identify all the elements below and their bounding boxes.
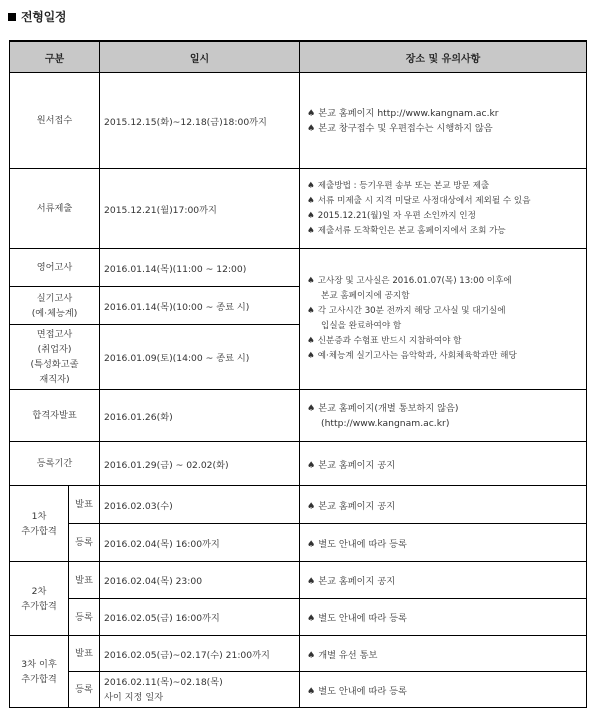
spade-bullet-icon: ♠	[307, 122, 316, 134]
header-datetime: 일시	[100, 41, 300, 73]
header-row	[10, 41, 587, 73]
row-sublabel: 발표	[69, 486, 100, 524]
row-date: 2016.02.04(목) 23:00	[100, 562, 300, 599]
row-label: 2차 추가합격	[10, 562, 69, 636]
row-date: 2016.02.03(수)	[100, 486, 300, 524]
spade-bullet-icon: ♠	[307, 459, 316, 471]
row-sublabel: 발표	[69, 636, 100, 672]
row-notes: ♠ 개별 유선 통보	[300, 636, 587, 672]
spade-bullet-icon: ♠	[307, 276, 315, 286]
table-row	[10, 442, 587, 486]
row-label: 합격자발표	[10, 390, 100, 442]
row-notes: ♠ 별도 안내에 따라 등록	[300, 599, 587, 636]
header-notes: 장소 및 유의사항	[300, 41, 587, 73]
row-date: 2016.02.11(목)~02.18(목) 사이 지정 일자	[100, 672, 300, 708]
header-category: 구분	[10, 41, 100, 73]
row-notes: ♠ 별도 안내에 따라 등록	[300, 524, 587, 562]
row-sublabel: 등록	[69, 599, 100, 636]
table-row	[10, 672, 587, 708]
row-label: 등록기간	[10, 442, 100, 486]
schedule-table	[9, 40, 587, 708]
row-notes: ♠ 본교 홈페이지 공지	[300, 442, 587, 486]
spade-bullet-icon: ♠	[307, 336, 315, 346]
row-notes: ♠ 본교 홈페이지 공지	[300, 562, 587, 599]
row-sublabel: 등록	[69, 672, 100, 708]
spade-bullet-icon: ♠	[307, 576, 316, 587]
spade-bullet-icon: ♠	[307, 402, 316, 414]
row-notes: ♠ 별도 안내에 따라 등록	[300, 672, 587, 708]
table-row	[10, 390, 587, 442]
exam-notes: ♠ 고사장 및 고사실은 2016.01.07(목) 13:00 이후에 본교 홈페이지에 공지함 ♠ 각 고사시간 30분 전까지 해당 고사실 및 대기실에 입실을 완료하여야 함 ♠ 신분증과 수험표 반드시 지참하여야 함 ♠ 예·체능계 실기고사는 음악학과, 사회체육학과만 해당	[300, 249, 587, 390]
row-date: 2015.12.15(화)~12.18(금)18:00까지	[100, 73, 300, 169]
table-row	[10, 636, 587, 672]
row-date: 2016.01.14(목)(11:00 ~ 12:00)	[100, 249, 300, 287]
spade-bullet-icon: ♠	[307, 107, 316, 119]
row-sublabel: 등록	[69, 524, 100, 562]
spade-bullet-icon: ♠	[307, 306, 315, 316]
table-row	[10, 599, 587, 636]
row-date: 2016.01.26(화)	[100, 390, 300, 442]
section-title-text: 전형일정	[21, 10, 67, 24]
row-sublabel: 발표	[69, 562, 100, 599]
spade-bullet-icon: ♠	[307, 649, 316, 661]
spade-bullet-icon: ♠	[307, 225, 315, 236]
spade-bullet-icon: ♠	[307, 210, 315, 221]
row-date: 2016.01.14(목)(10:00 ~ 종료 시)	[100, 287, 300, 325]
spade-bullet-icon: ♠	[307, 538, 316, 550]
row-label: 서류제출	[10, 169, 100, 249]
table-row	[10, 169, 587, 249]
row-notes: ♠ 본교 홈페이지 공지	[300, 486, 587, 524]
row-notes: ♠ 본교 홈페이지 http://www.kangnam.ac.kr ♠ 본교 창구접수 및 우편접수는 시행하지 않음	[300, 73, 587, 169]
row-label: 1차 추가합격	[10, 486, 69, 562]
row-date: 2015.12.21(월)17:00까지	[100, 169, 300, 249]
spade-bullet-icon: ♠	[307, 613, 316, 624]
row-label: 실기고사 (예·체능계)	[10, 287, 100, 325]
section-title	[8, 8, 66, 25]
spade-bullet-icon: ♠	[307, 500, 316, 512]
spade-bullet-icon: ♠	[307, 180, 315, 191]
table-row	[10, 249, 587, 287]
row-label: 영어고사	[10, 249, 100, 287]
row-date: 2016.02.04(목) 16:00까지	[100, 524, 300, 562]
row-label: 원서접수	[10, 73, 100, 169]
table-row	[10, 562, 587, 599]
spade-bullet-icon: ♠	[307, 351, 315, 361]
row-notes: ♠ 본교 홈페이지(개별 통보하지 않음) (http://www.kangnam.ac.kr)	[300, 390, 587, 442]
spade-bullet-icon: ♠	[307, 195, 315, 206]
row-date: 2016.01.29(금) ~ 02.02(화)	[100, 442, 300, 486]
row-date: 2016.02.05(금) 16:00까지	[100, 599, 300, 636]
row-label: 3차 이후 추가합격	[10, 636, 69, 708]
spade-bullet-icon: ♠	[307, 685, 316, 697]
table-row	[10, 524, 587, 562]
table-row	[10, 486, 587, 524]
row-date: 2016.02.05(금)~02.17(수) 21:00까지	[100, 636, 300, 672]
row-date: 2016.01.09(토)(14:00 ~ 종료 시)	[100, 325, 300, 390]
table-row	[10, 73, 587, 169]
row-notes: ♠ 제출방법 : 등기우편 송부 또는 본교 방문 제출 ♠ 서류 미제출 시 지격 미달로 사정대상에서 제외될 수 있음 ♠ 2015.12.21(월)일 자 우편 소인까지 인정 ♠ 제출서류 도착확인은 본교 홈페이지에서 조회 가능	[300, 169, 587, 249]
row-label: 면접고사 (취업자) (특성화고졸 재직자)	[10, 325, 100, 390]
square-bullet-icon	[8, 13, 16, 21]
